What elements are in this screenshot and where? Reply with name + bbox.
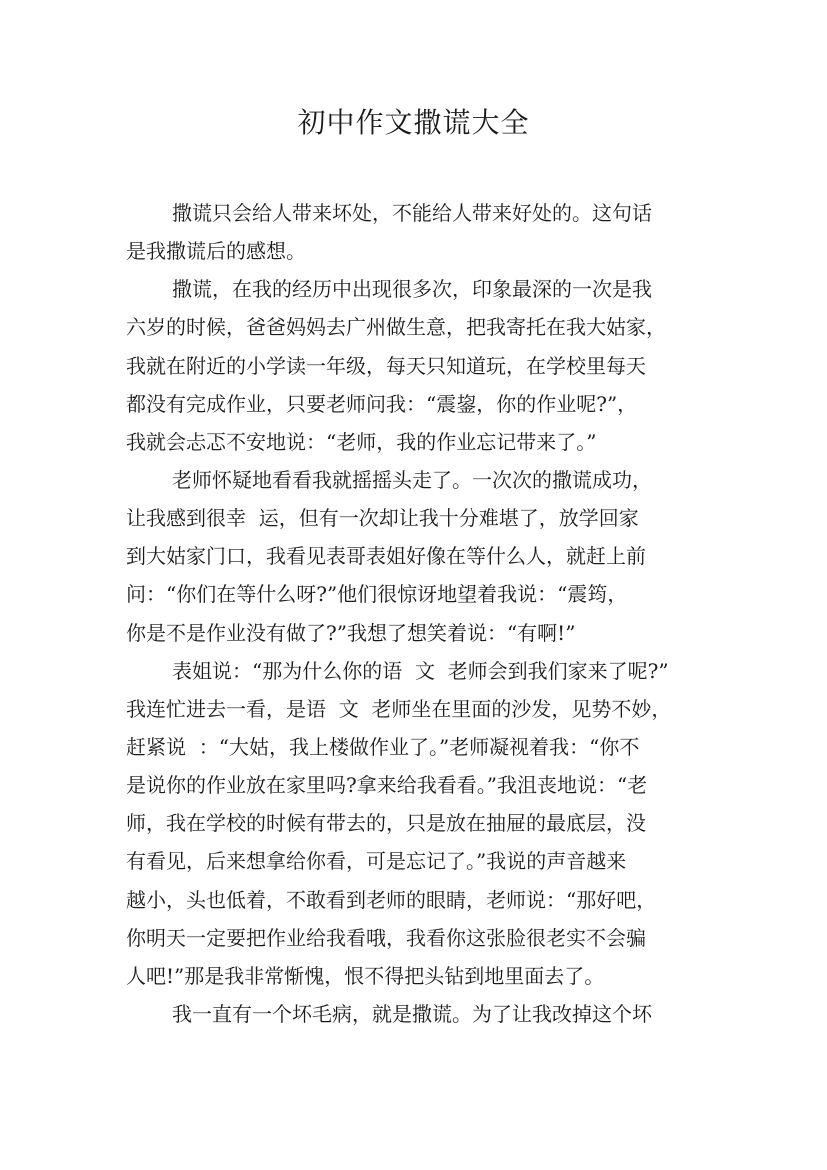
text-line: 表姐说：“那为什么你的语 文 老师会到我们家来了呢?” bbox=[172, 658, 669, 683]
text-line: 撒谎，在我的经历中出现很多次，印象最深的一次是我 bbox=[172, 277, 652, 302]
text-line: 我连忙进去一看，是语 文 老师坐在里面的沙发，见势不妙， bbox=[126, 696, 672, 721]
text-line: 让我感到很幸 运，但有一次却让我十分难堪了，放学回家 bbox=[126, 506, 639, 531]
text-line: 问：“你们在等什么呀?”他们很惊讶地望着我说：“震筠， bbox=[126, 582, 628, 607]
text-line: 都没有完成作业，只要老师问我：“震鋆，你的作业呢?”， bbox=[126, 391, 638, 416]
text-line: 我就会忐忑不安地说：“老师，我的作业忘记带来了。” bbox=[126, 429, 597, 454]
text-line: 到大姑家门口，我看见表哥表姐好像在等什么人，就赶上前 bbox=[126, 544, 646, 569]
text-line: 你是不是作业没有做了?”我想了想笑着说：“有啊!” bbox=[126, 620, 576, 645]
text-line: 老师怀疑地看看我就摇摇头走了。一次次的撒谎成功， bbox=[172, 467, 652, 492]
text-line: 我一直有一个坏毛病，就是撒谎。为了让我改掉这个坏 bbox=[172, 1001, 652, 1026]
text-line: 师，我在学校的时候有带去的，只是放在抽屉的最底层，没 bbox=[126, 811, 646, 836]
text-line: 是我撒谎后的感想。 bbox=[126, 239, 306, 264]
text-line: 撒谎只会给人带来坏处，不能给人带来好处的。这句话 bbox=[172, 201, 652, 225]
text-line: 我就在附近的小学读一年级，每天只知道玩，在学校里每天 bbox=[126, 353, 646, 378]
text-line: 你明天一定要把作业给我看哦，我看你这张脸很老实不会骗 bbox=[126, 925, 646, 950]
document-title: 初中作文撒谎大全 bbox=[297, 106, 530, 139]
text-line: 是说你的作业放在家里吗?拿来给我看看。”我沮丧地说：“老 bbox=[126, 773, 648, 798]
text-line: 赶紧说 ：“大姑，我上楼做作业了。”老师凝视着我：“你不 bbox=[126, 734, 640, 759]
text-line: 人吧!”那是我非常惭愧，恨不得把头钻到地里面去了。 bbox=[126, 963, 605, 988]
text-line: 有看见，后来想拿给你看，可是忘记了。”我说的声音越来 bbox=[126, 849, 627, 874]
text-line: 六岁的时候，爸爸妈妈去广州做生意，把我寄托在我大姑家， bbox=[126, 315, 666, 340]
document-body bbox=[126, 194, 726, 1033]
text-line: 越小，头也低着，不敢看到老师的眼睛，老师说：“那好吧， bbox=[126, 887, 657, 912]
